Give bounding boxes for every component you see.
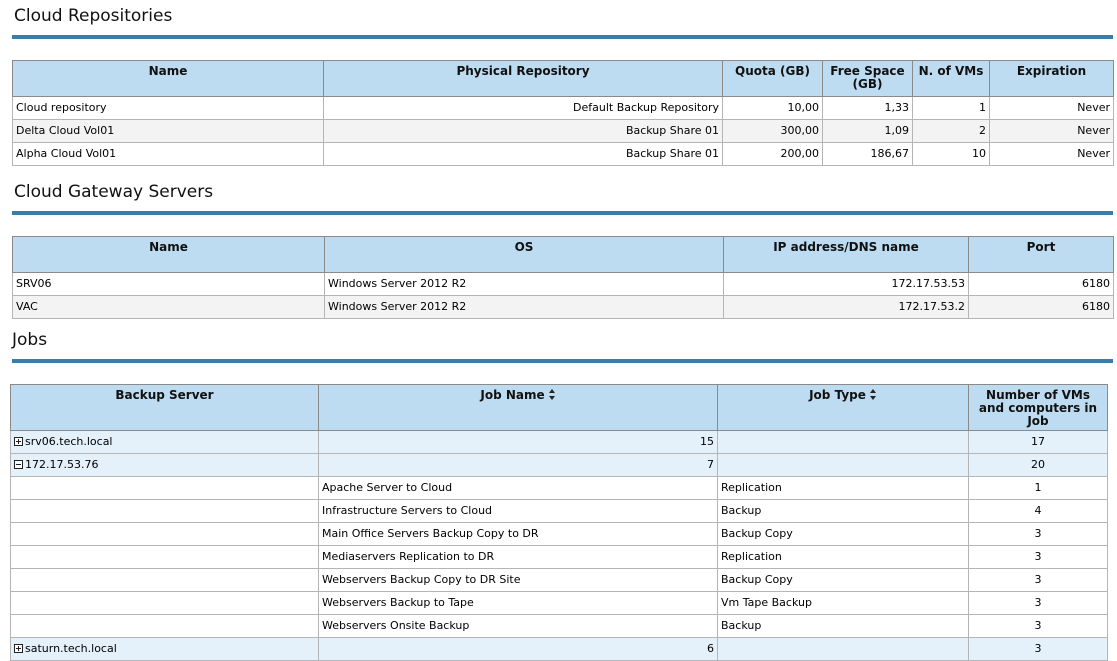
job-type: Backup [718,500,969,523]
backup-server-cell [11,546,319,569]
table-row [13,143,1114,166]
vm-count: 17 [969,431,1108,454]
physical-repository: Default Backup Repository [324,97,723,120]
expiration-value: Never [990,120,1114,143]
job-name: Main Office Servers Backup Copy to DR [319,523,718,546]
column-header-quota[interactable]: Quota (GB) [723,61,823,97]
job-row [11,569,1108,592]
cloud-gateways-table [12,236,1114,319]
vm-count: 3 [969,569,1108,592]
vm-count: 3 [969,546,1108,569]
collapse-minus-icon[interactable] [14,460,23,469]
cloud-repositories-title: Cloud Repositories [14,6,173,26]
repository-name: Delta Cloud Vol01 [13,120,324,143]
job-type [718,431,969,454]
backup-server-cell [11,638,319,661]
vm-count: 3 [969,615,1108,638]
free-space-value: 186,67 [823,143,913,166]
gateway-os: Windows Server 2012 R2 [325,273,724,296]
job-type: Replication [718,477,969,500]
backup-server-cell [11,477,319,500]
table-row [13,273,1114,296]
physical-repository: Backup Share 01 [324,120,723,143]
job-row [11,523,1108,546]
column-header-vm-count[interactable]: N. of VMs [913,61,990,97]
column-header-vm-count[interactable]: Number of VMs and computers in Job [969,385,1108,431]
sort-updown-icon[interactable] [549,389,556,401]
column-header-job-type[interactable] [718,385,969,431]
backup-server-name: 172.17.53.76 [25,458,99,471]
backup-server-cell [11,592,319,615]
vm-count-value: 1 [913,97,990,120]
job-name: Infrastructure Servers to Cloud [319,500,718,523]
backup-server-cell [11,431,319,454]
vm-count: 20 [969,454,1108,477]
job-row [11,592,1108,615]
column-header-free-space[interactable]: Free Space (GB) [823,61,913,97]
column-header-ip-address[interactable]: IP address/DNS name [724,237,969,273]
job-row [11,615,1108,638]
vm-count: 3 [969,638,1108,661]
backup-server-name: srv06.tech.local [25,435,113,448]
job-row [11,546,1108,569]
table-row [13,97,1114,120]
gateway-ip: 172.17.53.53 [724,273,969,296]
server-group-row[interactable] [11,454,1108,477]
column-header-expiration[interactable]: Expiration [990,61,1114,97]
job-name: Mediaservers Replication to DR [319,546,718,569]
column-header-job-name[interactable] [319,385,718,431]
job-count: 6 [319,638,718,661]
repository-name: Alpha Cloud Vol01 [13,143,324,166]
table-row [13,296,1114,319]
job-type: Replication [718,546,969,569]
column-header-backup-server[interactable]: Backup Server [11,385,319,431]
cloud-gateways-rule [12,211,1113,215]
gateway-name: VAC [13,296,325,319]
column-header-name[interactable]: Name [13,237,325,273]
cloud-repositories-rule [12,35,1113,39]
jobs-table [10,384,1108,661]
quota-value: 300,00 [723,120,823,143]
vm-count: 1 [969,477,1108,500]
quota-value: 200,00 [723,143,823,166]
job-name: Apache Server to Cloud [319,477,718,500]
server-group-row[interactable] [11,638,1108,661]
job-type [718,638,969,661]
vm-count: 4 [969,500,1108,523]
vm-count-value: 10 [913,143,990,166]
backup-server-cell [11,569,319,592]
column-header-port[interactable]: Port [969,237,1114,273]
job-type [718,454,969,477]
server-group-row[interactable] [11,431,1108,454]
job-name: Webservers Onsite Backup [319,615,718,638]
job-count: 7 [319,454,718,477]
vm-count-value: 2 [913,120,990,143]
expand-plus-icon[interactable] [14,437,23,446]
cloud-repositories-table [12,60,1114,166]
job-name-label: Job Name [480,388,545,402]
gateway-port: 6180 [969,296,1114,319]
backup-server-cell [11,454,319,477]
free-space-value: 1,33 [823,97,913,120]
expiration-value: Never [990,143,1114,166]
backup-server-name: saturn.tech.local [25,642,117,655]
cloud-gateways-title: Cloud Gateway Servers [14,182,214,202]
job-name: Webservers Backup to Tape [319,592,718,615]
job-name: Webservers Backup Copy to DR Site [319,569,718,592]
gateway-os: Windows Server 2012 R2 [325,296,724,319]
sort-updown-icon[interactable] [870,389,877,401]
vm-count: 3 [969,592,1108,615]
job-count: 15 [319,431,718,454]
job-row [11,500,1108,523]
quota-value: 10,00 [723,97,823,120]
gateway-ip: 172.17.53.2 [724,296,969,319]
column-header-name[interactable]: Name [13,61,324,97]
physical-repository: Backup Share 01 [324,143,723,166]
gateway-port: 6180 [969,273,1114,296]
job-type: Backup Copy [718,569,969,592]
column-header-os[interactable]: OS [325,237,724,273]
backup-server-cell [11,500,319,523]
jobs-title: Jobs [12,330,48,350]
vm-count: 3 [969,523,1108,546]
job-row [11,477,1108,500]
backup-server-cell [11,523,319,546]
repository-name: Cloud repository [13,97,324,120]
column-header-physical-repository[interactable]: Physical Repository [324,61,723,97]
jobs-rule [12,359,1113,363]
job-type: Backup [718,615,969,638]
job-type-label: Job Type [809,388,866,402]
free-space-value: 1,09 [823,120,913,143]
backup-server-cell [11,615,319,638]
job-type: Vm Tape Backup [718,592,969,615]
table-row [13,120,1114,143]
job-type: Backup Copy [718,523,969,546]
gateway-name: SRV06 [13,273,325,296]
expiration-value: Never [990,97,1114,120]
